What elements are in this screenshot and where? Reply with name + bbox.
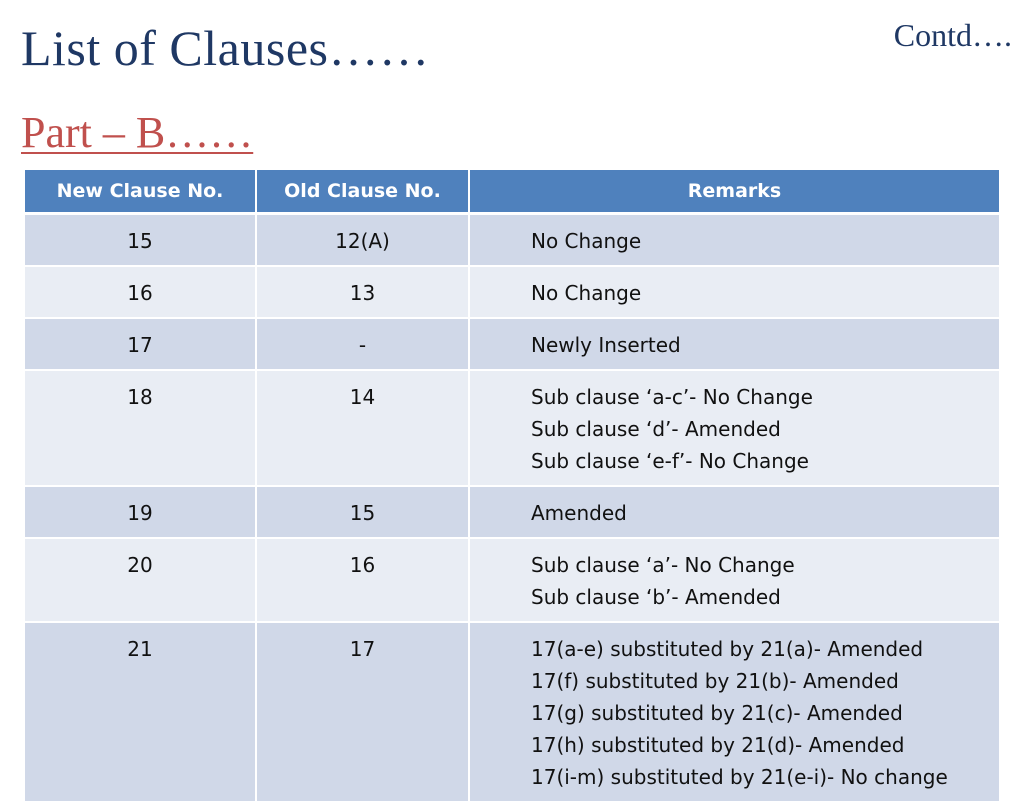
clauses-table [25, 170, 999, 803]
remarks-cell [469, 538, 999, 622]
old-clause-cell: 15 [256, 486, 469, 538]
new-clause-cell: 16 [25, 266, 256, 318]
table-row [25, 370, 999, 486]
remark-line: Sub clause ‘b’- Amended [531, 585, 781, 609]
remark-line: 17(g) substituted by 21(c)- Amended [531, 701, 903, 725]
header-new-clause-no: New Clause No. [25, 170, 256, 214]
new-clause-cell: 20 [25, 538, 256, 622]
new-clause-cell: 21 [25, 622, 256, 802]
old-clause-cell: 16 [256, 538, 469, 622]
remark-line: 17(i-m) substituted by 21(e-i)- No change [531, 765, 948, 789]
header-old-clause-no: Old Clause No. [256, 170, 469, 214]
remark-line: 17(h) substituted by 21(d)- Amended [531, 733, 905, 757]
remark-line: 17(f) substituted by 21(b)- Amended [531, 669, 899, 693]
remarks-cell [469, 266, 999, 318]
remark-line: Sub clause ‘e-f’- No Change [531, 449, 809, 473]
table-row [25, 486, 999, 538]
old-clause-cell: 14 [256, 370, 469, 486]
table-row [25, 538, 999, 622]
remark-line: Newly Inserted [531, 333, 681, 357]
remarks-cell [469, 214, 999, 267]
page-title: List of Clauses…… [21, 20, 430, 76]
table-row [25, 214, 999, 267]
remark-line: Sub clause ‘a’- No Change [531, 553, 795, 577]
remark-line: Sub clause ‘d’- Amended [531, 417, 781, 441]
header-remarks: Remarks [469, 170, 999, 214]
table-header-row [25, 170, 999, 214]
remark-line: No Change [531, 229, 642, 253]
remarks-cell [469, 486, 999, 538]
old-clause-cell: 13 [256, 266, 469, 318]
table-row [25, 266, 999, 318]
remarks-cell [469, 622, 999, 802]
old-clause-cell: - [256, 318, 469, 370]
new-clause-cell: 15 [25, 214, 256, 267]
old-clause-cell: 17 [256, 622, 469, 802]
remarks-cell [469, 318, 999, 370]
new-clause-cell: 19 [25, 486, 256, 538]
new-clause-cell: 17 [25, 318, 256, 370]
table-row [25, 622, 999, 802]
table-row [25, 318, 999, 370]
remark-line: Sub clause ‘a-c’- No Change [531, 385, 813, 409]
remarks-cell [469, 370, 999, 486]
new-clause-cell: 18 [25, 370, 256, 486]
remark-line: Amended [531, 501, 627, 525]
continued-label: Contd…. [893, 17, 1012, 53]
old-clause-cell: 12(A) [256, 214, 469, 267]
section-subtitle: Part – B…… [21, 108, 254, 157]
table-body [25, 214, 999, 803]
remark-line: 17(a-e) substituted by 21(a)- Amended [531, 637, 924, 661]
remark-line: No Change [531, 281, 642, 305]
